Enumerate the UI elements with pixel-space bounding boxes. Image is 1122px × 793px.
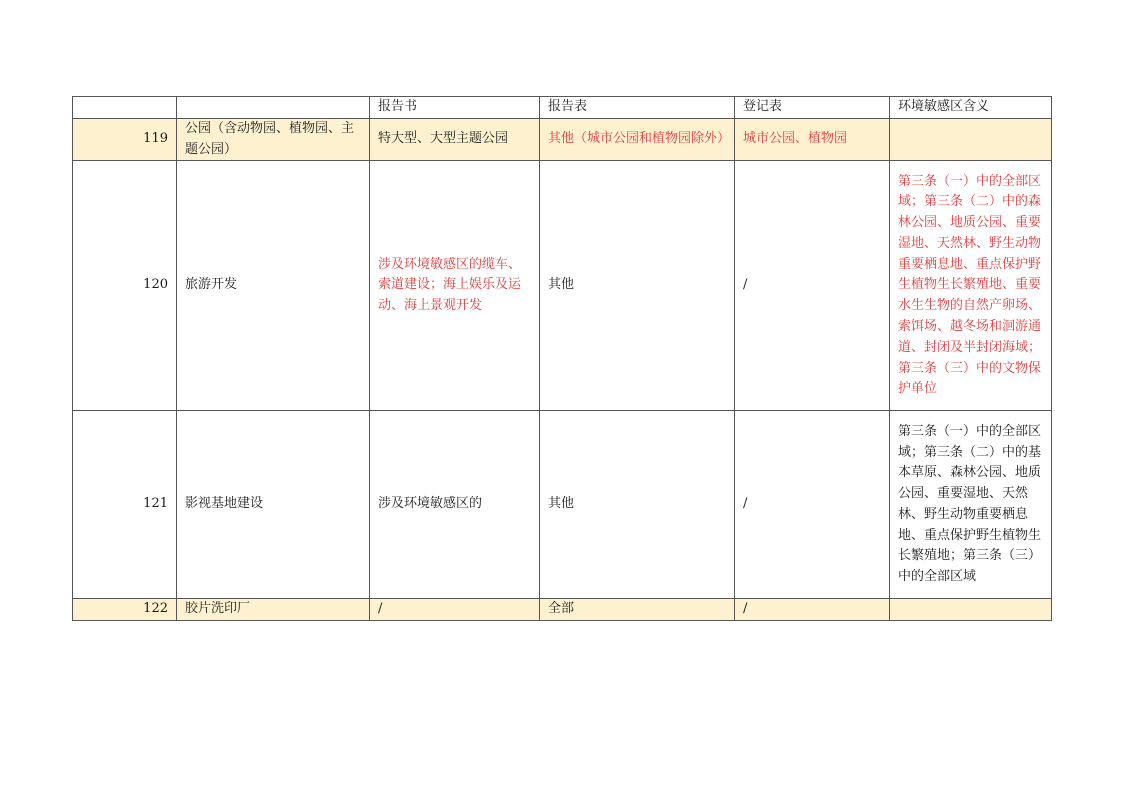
- row-num: 119: [73, 118, 177, 161]
- row-name: 旅游开发: [177, 161, 370, 411]
- row-name: 影视基地建设: [177, 411, 370, 599]
- row-registration-form: /: [735, 411, 890, 599]
- header-sensitive-area: 环境敏感区含义: [890, 97, 1052, 119]
- header-num: [73, 97, 177, 119]
- row-registration-form: /: [735, 161, 890, 411]
- table-row-119: [73, 118, 1052, 161]
- row-num: 122: [73, 599, 177, 621]
- table-row-121: [73, 411, 1052, 599]
- row-report-form: 其他: [540, 411, 735, 599]
- row-report-book: /: [370, 599, 540, 621]
- row-report-book: 涉及环境敏感区的: [370, 411, 540, 599]
- row-num: 121: [73, 411, 177, 599]
- row-report-book: 涉及环境敏感区的缆车、索道建设；海上娱乐及运动、海上景观开发: [370, 161, 540, 411]
- row-num: 120: [73, 161, 177, 411]
- header-name: [177, 97, 370, 119]
- header-row: [73, 97, 1052, 119]
- eia-classification-table: [72, 96, 1052, 621]
- row-sensitive-area: 第三条（一）中的全部区域；第三条（二）中的基本草原、森林公园、地质公园、重要湿地、天然林、野生动物重要栖息地、重点保护野生植物生长繁殖地；第三条（三）中的全部区域: [890, 411, 1052, 599]
- header-registration-form: 登记表: [735, 97, 890, 119]
- row-sensitive-area: [890, 118, 1052, 161]
- row-report-form: 其他（城市公园和植物园除外）: [540, 118, 735, 161]
- row-report-book: 特大型、大型主题公园: [370, 118, 540, 161]
- row-name: 胶片洗印厂: [177, 599, 370, 621]
- row-report-form: 全部: [540, 599, 735, 621]
- row-report-form: 其他: [540, 161, 735, 411]
- header-report-book: 报告书: [370, 97, 540, 119]
- row-name: 公园（含动物园、植物园、主题公园）: [177, 118, 370, 161]
- row-sensitive-area: 第三条（一）中的全部区域；第三条（二）中的森林公园、地质公园、重要湿地、天然林、野生动物重要栖息地、重点保护野生植物生长繁殖地、重要水生生物的自然产卵场、索饵场、越冬场和洄游通道、封闭及半封闭海域；第三条（三）中的文物保护单位: [890, 161, 1052, 411]
- row-registration-form: /: [735, 599, 890, 621]
- table-row-120: [73, 161, 1052, 411]
- row-registration-form: 城市公园、植物园: [735, 118, 890, 161]
- row-sensitive-area: [890, 599, 1052, 621]
- header-report-form: 报告表: [540, 97, 735, 119]
- table-row-122: [73, 599, 1052, 621]
